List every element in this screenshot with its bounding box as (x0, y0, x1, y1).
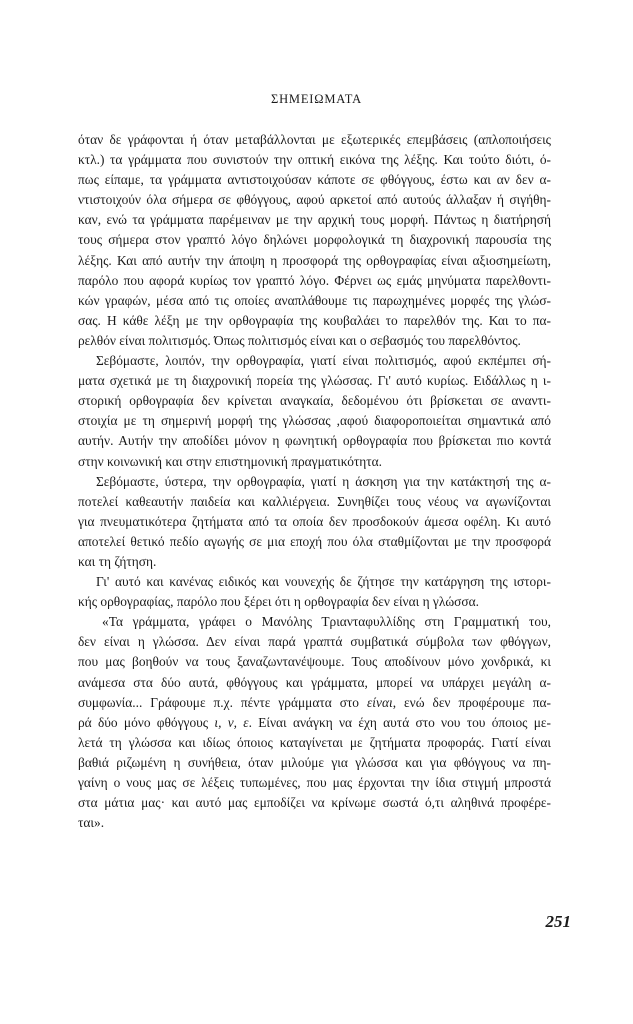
text-line: αυτήν. Αυτήν την αποδίδει μόνον η φωνητική ορθογραφία που βρίσκεται πιο κοντά (78, 433, 551, 449)
text-line: Σεβόμαστε, λοιπόν, την ορθογραφία, γιατί είναι πολιτισμός, αφού εκπέμπει σή- (96, 353, 551, 369)
body-text (78, 130, 551, 833)
text-line: πως είπαμε, τα γράμματα αντιστοιχούσαν κάποτε σε φθόγγους, έστω και αν δεν α- (78, 172, 551, 188)
quote-line: βαθιά ριζωμένη η συνήθεια, όταν μιλούμε για γλώσσα και για φθόγγους να πη- (78, 754, 551, 770)
text-line: στην κοινωνική και στην επιστημονική πραγματικότητα. (78, 453, 383, 469)
text-line: κής ορθογραφίας, παρόλο που ξέρει ότι η ορθογραφία δεν είναι η γλώσσα. (78, 594, 479, 610)
text-line: ντιστοιχούν όλα σήμερα σε φθόγγους, αφού αρκετοί από αυτούς άλλαξαν ή σιγήθη- (78, 192, 551, 208)
quote-line: λετά τη γλώσσα και ιδίως όποιος καταγίνεται με ζητήματα προφοράς. Γιατί είναι (78, 734, 551, 750)
quote-line: ται». (78, 815, 105, 831)
text-line: όταν δε γράφονται ή όταν μεταβάλλονται με εξωτερικές επεμβάσεις (απλοποιήσεις (78, 132, 551, 147)
text-line: ποτελεί καθεαυτήν παιδεία και καλλιέργεια. Συνηθίζει τους νέους να αγωνίζονται (78, 493, 551, 509)
text-line: ματα σχετικά με τη διαχρονική πορεία της γλώσσας. Γι' αυτό κυρίως. Ειδάλλως η ι- (78, 373, 551, 389)
text-line: σας. Η κάθε λέξη με την ορθογραφία της κουβαλάει το παρελθόν της. Και το πα- (78, 312, 551, 328)
text-line: λέξης. Και από αυτήν την άποψη η προσφορά της ορθογραφίας είναι αξιοσημείωτη, (78, 252, 551, 268)
text-line: στορική ορθογραφία δεν κρίνεται αναγκαία, δεδομένου ότι βρίσκεται σε αναντι- (78, 393, 551, 409)
text-line: Γι' αυτό και κανένας ειδικός και νουνεχής δε ζήτησε την κατάργηση της ιστορι- (96, 574, 551, 590)
text-line: κών γραφών, μέσα από τις οποίες αναπλάθουμε τις παρωχημένες μορφές της γλώσ- (78, 292, 551, 308)
text-line: ρελθόν είναι πολιτισμός. Όπως πολιτισμός είναι και ο σεβασμός του παρελθόντος. (78, 332, 521, 348)
quotation-block (78, 612, 551, 833)
text-line: στοιχία με τη σημερινή μορφή της γλώσσας ,αφού διαφοροποιείται σημαντικά από (78, 413, 551, 429)
running-header: ΣΗΜΕΙΩΜΑΤΑ (271, 92, 362, 106)
text-line: για πνευματικότερα ζητήματα από τα οποία δεν προσδοκούν άμεσα οφέλη. Κι αυτό (78, 513, 551, 529)
paragraph (78, 130, 551, 351)
paragraph (78, 351, 551, 472)
text-line: αποτελεί θετικό πεδίο αγωγής σε μια εποχή που όλα σταθμίζονται με την προσφορά (78, 533, 551, 549)
page-number: 251 (545, 912, 571, 931)
quote-line: γαίνη ο νους μας σε λέξεις τυπωμένες, που μας έρχονται την ίδια στιγμή μπροστά (78, 775, 551, 790)
quote-line: ρά δύο μόνο φθόγγους ι, ν, ε. Είναι ανάγκη να έχη αυτά στο νου του όποιος με- (78, 714, 551, 730)
quote-line: στα μάτια μας· και αυτό μας εμποδίζει να κρίνωμε σωστά ό,τι αληθινά προφέρε- (78, 795, 551, 811)
quote-line: ανάμεσα στα δύο αυτά, φθόγγους και γράμματα, μπορεί να υπάρχει μεγάλη α- (78, 674, 551, 690)
text-line: καν, ενώ τα γράμματα παρέμειναν με την αρχική τους μορφή. Πάντως η διατήρησή (78, 212, 551, 228)
text-line: και τη ζήτηση. (78, 553, 157, 569)
quote-line: συμφωνία... Γράφουμε π.χ. πέντε γράμματα στο είναι, ενώ δεν προφέρουμε πα- (78, 694, 551, 710)
paragraph (78, 472, 551, 572)
text-line: Σεβόμαστε, ύστερα, την ορθογραφία, γιατί η άσκηση για την κατάκτησή της α- (96, 473, 551, 489)
text-line: τους σήμερα στον γραπτό λόγο δηλώνει μορφολογικά τη διαχρονική παρουσία της (78, 232, 551, 248)
quote-line: που μας βοηθούν να τους ξαναζωντανέψουμε. Τους αποδίνουν μόνο χονδρικά, κι (78, 654, 551, 670)
text-line: κτλ.) τα γράμματα που συνιστούν την οπτική εικόνα της λέξης. Και τούτο διότι, ό- (78, 152, 551, 168)
text-line: παρόλο που αφορά κυρίως τον γραπτό λόγο. Φέρνει ως εμάς μηνύματα παρελθοντι- (78, 272, 551, 288)
quote-line: «Τα γράμματα, γράφει ο Μανόλης Τριανταφυλλίδης στη Γραμματική του, (102, 614, 551, 630)
paragraph (78, 572, 551, 612)
quote-line: δεν είναι η γλώσσα. Δεν είναι παρά γραπτά συμβατικά σύμβολα των φθόγγων, (78, 634, 551, 650)
